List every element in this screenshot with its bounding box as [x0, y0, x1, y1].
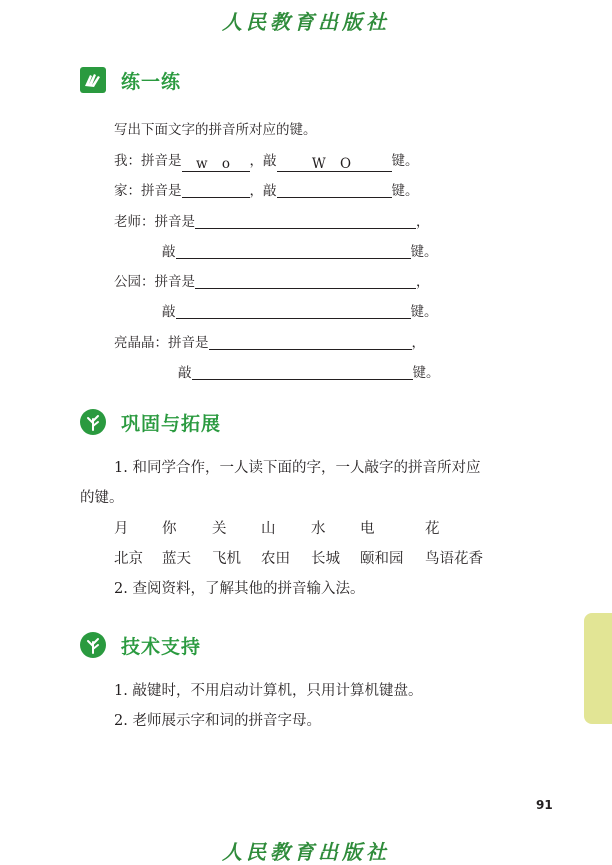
- row-end: 键。: [410, 304, 438, 320]
- item2-text: 2. 查阅资料，了解其他的拼音输入法。: [114, 581, 365, 597]
- row-label: 公园：拼音是: [114, 274, 195, 290]
- tech-item1: 1. 敲键时，不用启动计算机，只用计算机键盘。: [114, 683, 423, 699]
- row-comma: ，: [416, 274, 430, 290]
- row-end: 键。: [412, 365, 440, 381]
- answer-blank-key: [192, 364, 413, 380]
- answer-blank-pinyin: [209, 334, 412, 350]
- exercise-row-jia: [114, 179, 419, 199]
- row-comma: ，: [416, 214, 430, 230]
- chapter-side-tab: [584, 613, 612, 724]
- answer-blank-pinyin: [195, 273, 416, 289]
- leaf-icon: [80, 632, 106, 658]
- word-item: 北京: [114, 551, 143, 567]
- row-knock: 敲: [178, 365, 192, 381]
- row-label: 老师：拼音是: [114, 214, 195, 230]
- word-item: 飞机: [212, 551, 241, 567]
- char-item: 月: [114, 521, 129, 537]
- page-number: 91: [536, 798, 553, 812]
- row-mid: ，敲: [249, 153, 277, 169]
- exercise-row-wo: [114, 149, 419, 172]
- char-item: 水: [311, 521, 326, 537]
- leaf-icon: [80, 409, 106, 435]
- char-item: 关: [212, 521, 227, 537]
- row-label: 亮晶晶：拼音是: [114, 335, 209, 351]
- row-label: 家：拼音是: [114, 183, 182, 199]
- row-knock: 敲: [162, 244, 176, 260]
- section-title-practice: 练一练: [121, 71, 182, 93]
- word-item: 长城: [311, 551, 340, 567]
- exercise-row-laoshi-key: [162, 240, 438, 260]
- answer-blank-pinyin: [195, 213, 416, 229]
- row-label: 我：拼音是: [114, 153, 182, 169]
- answer-blank-pinyin: w o: [182, 156, 250, 172]
- answer-blank-key: [176, 243, 411, 259]
- char-item: 山: [261, 521, 276, 537]
- word-item: 颐和园: [360, 551, 404, 567]
- row-end: 键。: [391, 183, 419, 199]
- header-publisher-logo: 人民教育出版社: [222, 10, 390, 34]
- exercise-row-liangjingjing: [114, 331, 425, 351]
- instruction-text: 写出下面文字的拼音所对应的键。: [114, 122, 317, 138]
- section-title-tech-support: 技术支持: [121, 636, 202, 658]
- hands-icon: [80, 67, 106, 93]
- word-item: 鸟语花香: [425, 551, 483, 567]
- exercise-row-gongyuan-key: [162, 300, 438, 320]
- item1-line2: 的键。: [80, 490, 124, 506]
- footer-publisher-logo: 人民教育出版社: [222, 840, 390, 864]
- row-end: 键。: [410, 244, 438, 260]
- answer-blank-key: [277, 182, 392, 198]
- exercise-row-gongyuan: [114, 270, 430, 290]
- row-knock: 敲: [162, 304, 176, 320]
- tech-item2: 2. 老师展示字和词的拼音字母。: [114, 713, 321, 729]
- row-comma: ，: [411, 335, 425, 351]
- char-item: 你: [162, 521, 177, 537]
- answer-blank-key: [176, 303, 411, 319]
- word-item: 农田: [261, 551, 290, 567]
- char-item: 花: [425, 521, 440, 537]
- answer-blank-key: W O: [277, 156, 392, 172]
- row-mid: ，敲: [249, 183, 277, 199]
- section-title-consolidate: 巩固与拓展: [121, 413, 222, 435]
- word-item: 蓝天: [162, 551, 191, 567]
- row-end: 键。: [391, 153, 419, 169]
- char-item: 电: [360, 521, 375, 537]
- exercise-row-laoshi: [114, 210, 430, 230]
- answer-blank-pinyin: [182, 182, 250, 198]
- item1-line1: 1. 和同学合作，一人读下面的字，一人敲字的拼音所对应: [114, 460, 481, 476]
- exercise-row-liangjingjing-key: [178, 361, 440, 381]
